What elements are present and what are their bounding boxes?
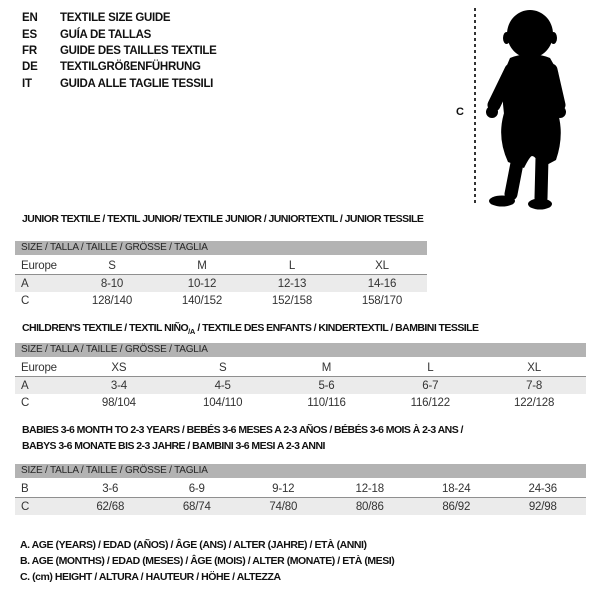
size-cell: M: [275, 359, 379, 377]
size-cell: 152/158: [271, 294, 313, 307]
note-line: C. (cm) HEIGHT / ALTURA / HAUTEUR / HÖHE / ALTEZZA: [20, 571, 281, 584]
size-cell: XL: [337, 257, 427, 275]
row-label: C: [21, 500, 30, 513]
babies-size-table-section: [15, 464, 586, 515]
language-title: GUIDE DES TAILLES TEXTILE: [60, 44, 217, 57]
row-label: C: [21, 396, 30, 409]
note-line: B. AGE (MONTHS) / EDAD (MESES) / ÂGE (MOIS) / ALTER (MONATE) / ETÀ (MESI): [20, 555, 395, 568]
size-cell: 158/170: [361, 294, 403, 307]
children-title-post: / TEXTILE DES ENFANTS / KINDERTEXTIL / BAMBINI TESSILE: [195, 322, 479, 334]
size-cell: 86/92: [442, 500, 471, 513]
row-label: B: [15, 480, 67, 498]
language-title: TEXTILE SIZE GUIDE: [60, 12, 171, 25]
babies-title-line-1: BABIES 3-6 MONTH TO 2-3 YEARS / BEBÉS 3-6 MESES A 2-3 AÑOS / BÉBÉS 3-6 MOIS À 2-3 ANS /: [22, 424, 463, 436]
baby-silhouette-icon: [480, 8, 574, 210]
size-cell: 104/110: [203, 396, 243, 409]
size-bar: SIZE / TALLA / TAILLE / GRÖSSE / TAGLIA: [15, 464, 586, 478]
row-label: Europe: [15, 359, 67, 377]
children-size-table-section: [15, 343, 586, 411]
size-table: [15, 480, 586, 515]
size-table: [15, 257, 427, 309]
size-cell: 68/74: [182, 500, 211, 513]
size-cell: 98/104: [101, 396, 136, 409]
babies-table-title: [22, 422, 463, 454]
table-row: [15, 257, 427, 275]
size-cell: 10-12: [187, 277, 217, 290]
language-code: FR: [22, 44, 37, 57]
size-cell: 116/122: [410, 396, 450, 409]
junior-table-title: JUNIOR TEXTILE / TEXTIL JUNIOR/ TEXTILE JUNIOR / JUNIORTEXTIL / JUNIOR TESSILE: [22, 213, 424, 225]
size-cell: 12-18: [327, 480, 414, 498]
children-title-pre: CHILDREN'S TEXTILE / TEXTIL NIÑO: [22, 322, 189, 334]
table-row: [15, 275, 427, 293]
size-cell: M: [157, 257, 247, 275]
size-cell: 7-8: [526, 379, 543, 392]
language-row: [22, 76, 217, 92]
size-bar: SIZE / TALLA / TAILLE / GRÖSSE / TAGLIA: [15, 241, 427, 255]
size-cell: 14-16: [367, 277, 397, 290]
language-code: EN: [22, 12, 38, 25]
size-cell: 92/98: [528, 500, 557, 513]
size-cell: 4-5: [214, 379, 231, 392]
note-line: A. AGE (YEARS) / EDAD (AÑOS) / ÂGE (ANS) / ALTER (JAHRE) / ETÀ (ANNI): [20, 539, 367, 551]
height-label: C: [456, 106, 464, 118]
legend-notes: [20, 537, 394, 586]
size-cell: 74/80: [269, 500, 298, 513]
row-label: C: [21, 294, 30, 307]
language-code: IT: [22, 77, 32, 90]
size-cell: L: [378, 359, 482, 377]
table-row: [15, 394, 586, 411]
size-cell: S: [67, 257, 157, 275]
size-cell: L: [247, 257, 337, 275]
table-row: [15, 480, 586, 498]
language-row: [22, 10, 217, 26]
junior-size-table-section: [15, 241, 427, 309]
size-bar: SIZE / TALLA / TAILLE / GRÖSSE / TAGLIA: [15, 343, 586, 357]
row-label: A: [21, 379, 29, 392]
language-code: ES: [22, 28, 37, 41]
size-cell: XL: [482, 359, 586, 377]
language-title: GUÍA DE TALLAS: [60, 28, 151, 41]
children-title-sub: /A: [188, 327, 196, 337]
children-table-title: [22, 320, 478, 340]
row-label: Europe: [15, 257, 67, 275]
language-legend: [22, 10, 217, 92]
size-cell: 62/68: [96, 500, 125, 513]
language-row: [22, 43, 217, 59]
language-title: GUIDA ALLE TAGLIE TESSILI: [60, 77, 214, 90]
row-label: A: [21, 277, 29, 290]
language-title: TEXTILGRÖßENFÜHRUNG: [60, 61, 201, 74]
size-cell: 80/86: [355, 500, 384, 513]
height-dashed-line: [474, 8, 476, 206]
size-cell: 3-4: [110, 379, 127, 392]
size-cell: XS: [67, 359, 171, 377]
language-code: DE: [22, 61, 38, 74]
size-cell: 8-10: [100, 277, 124, 290]
table-row: [15, 292, 427, 309]
size-cell: 9-12: [240, 480, 327, 498]
size-cell: 140/152: [181, 294, 223, 307]
size-table: [15, 359, 586, 411]
size-cell: S: [171, 359, 275, 377]
size-cell: 6-7: [422, 379, 439, 392]
table-row: [15, 377, 586, 395]
table-row: [15, 498, 586, 516]
size-cell: 12-13: [277, 277, 307, 290]
size-cell: 6-9: [154, 480, 241, 498]
size-cell: 3-6: [67, 480, 154, 498]
size-cell: 122/128: [514, 396, 555, 409]
size-cell: 128/140: [91, 294, 133, 307]
table-row: [15, 359, 586, 377]
size-cell: 24-36: [500, 480, 587, 498]
babies-title-line-2: BABYS 3-6 MONATE BIS 2-3 JAHRE / BAMBINI 3-6 MESI A 2-3 ANNI: [22, 440, 325, 452]
size-cell: 5-6: [318, 379, 335, 392]
language-row: [22, 59, 217, 75]
size-cell: 110/116: [307, 396, 346, 409]
size-cell: 18-24: [413, 480, 500, 498]
language-row: [22, 26, 217, 42]
